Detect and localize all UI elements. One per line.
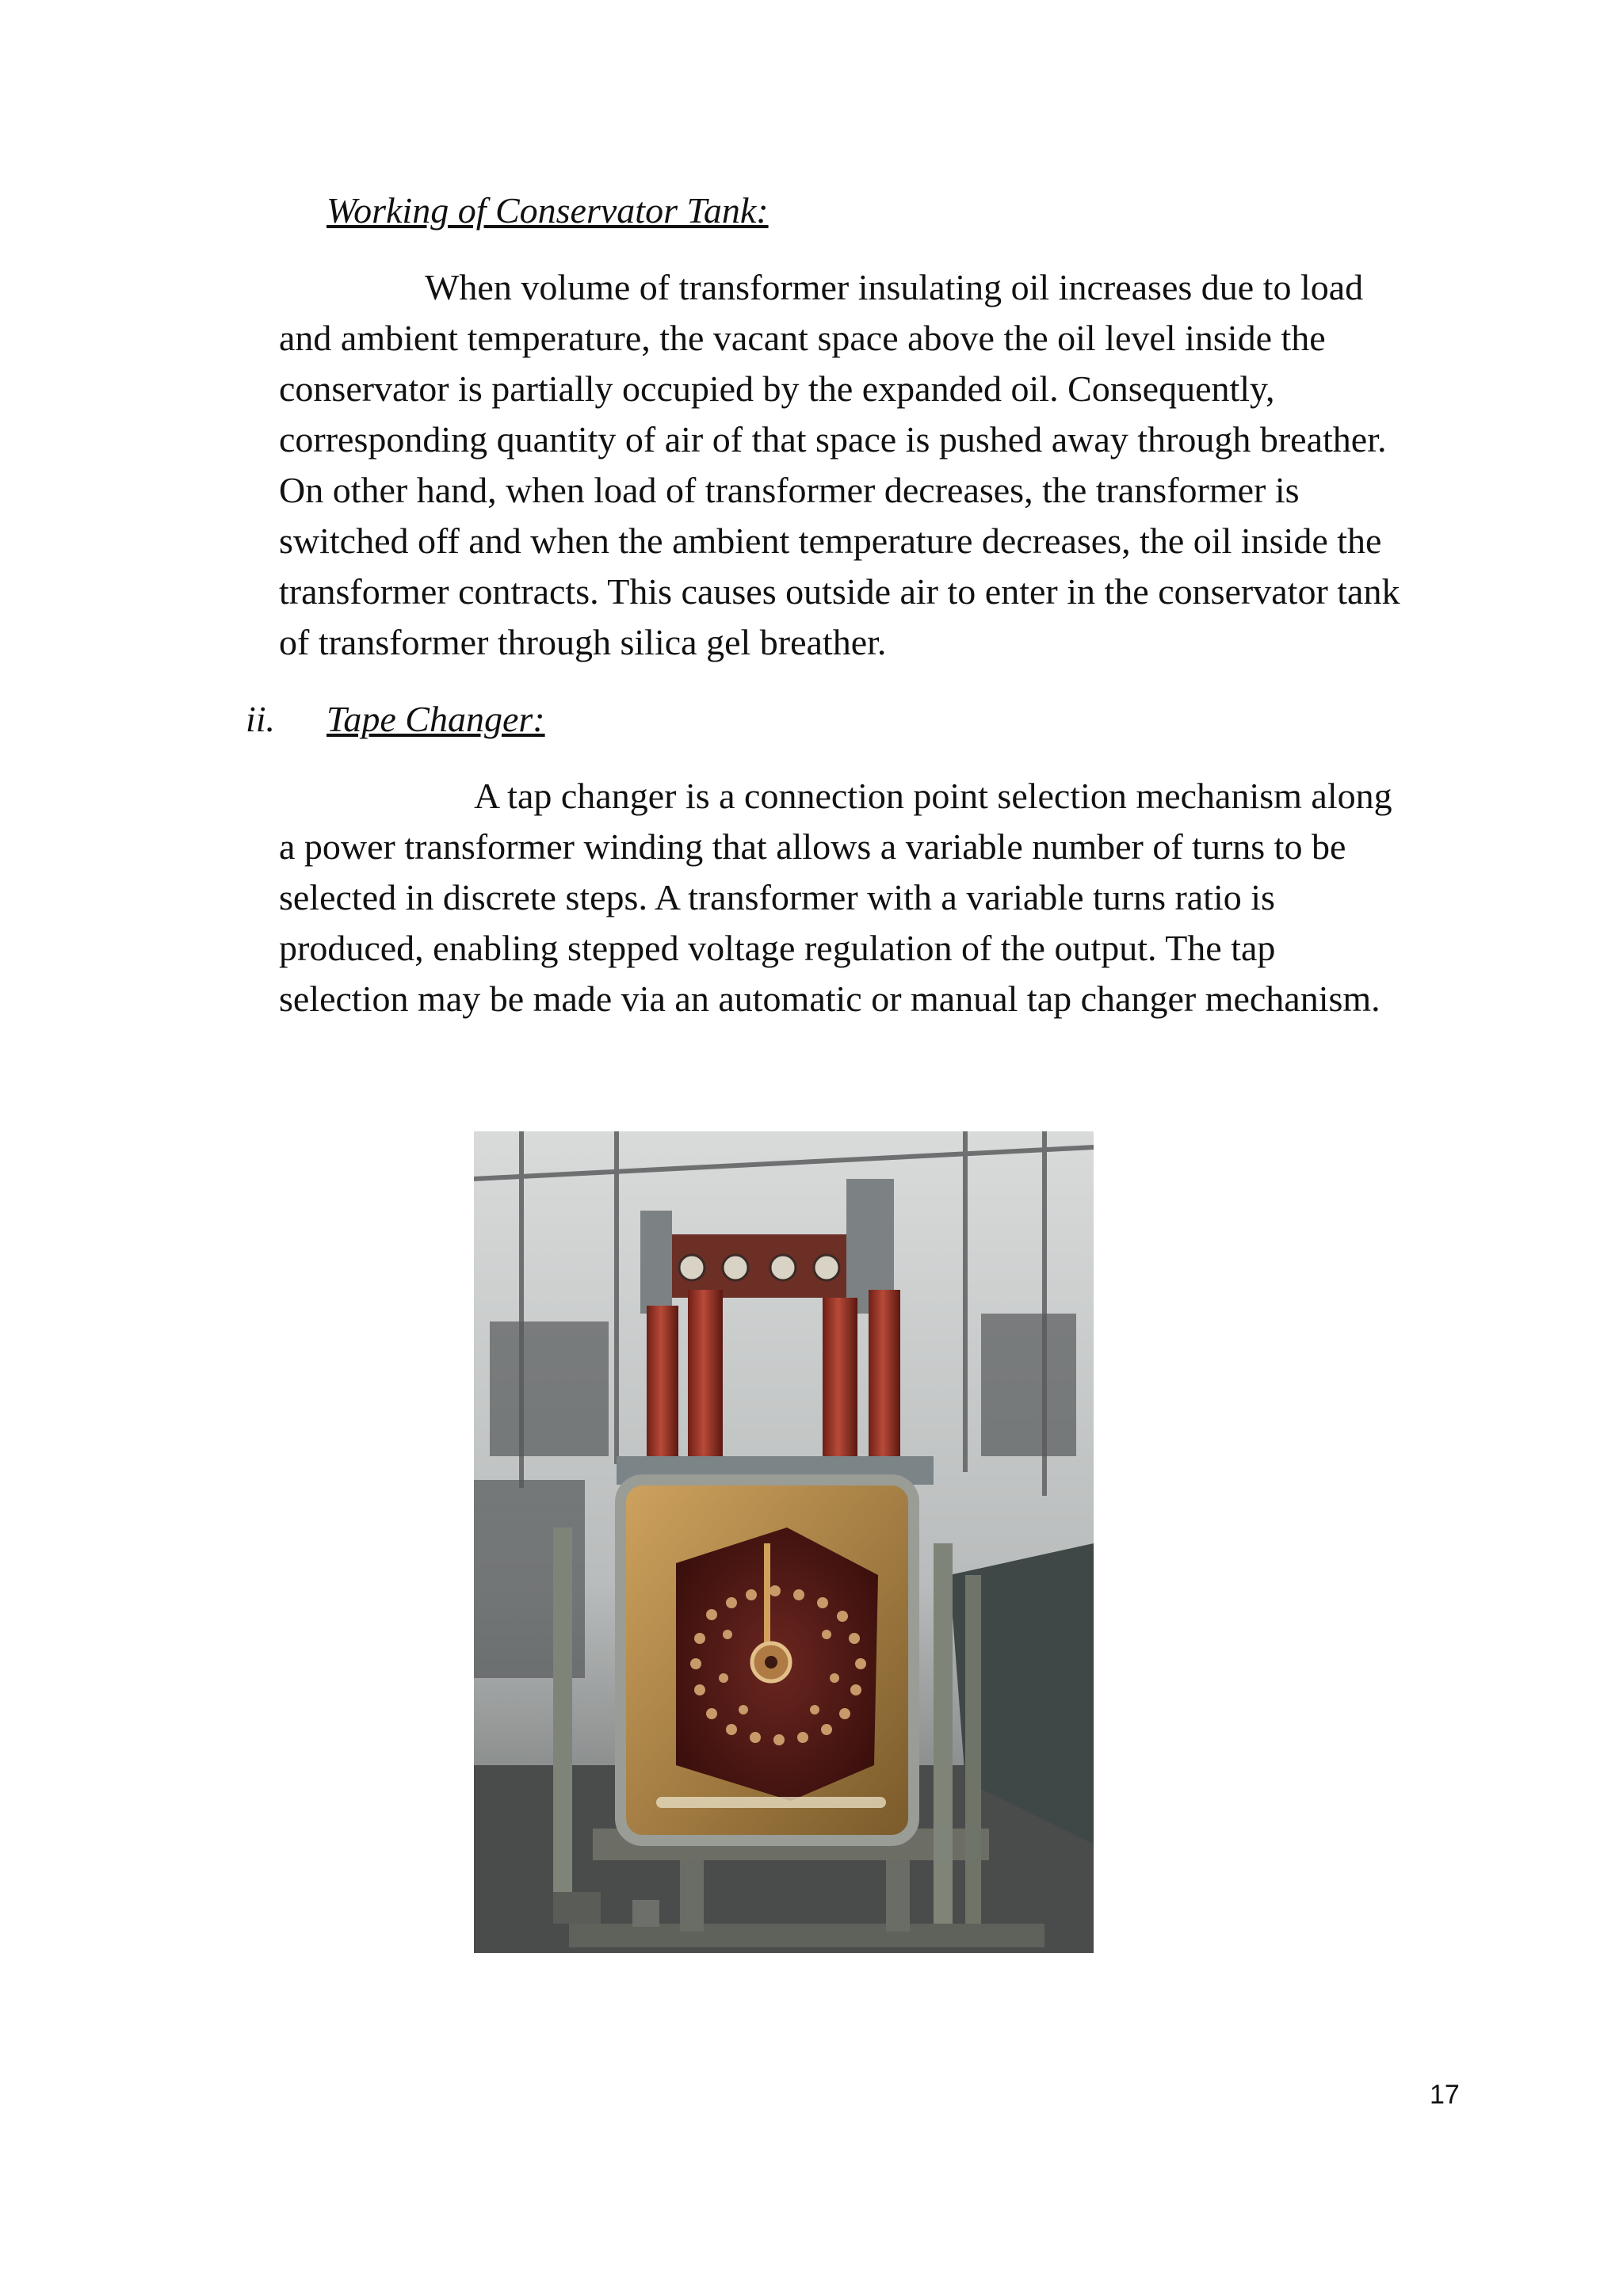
paragraph-line: produced, enabling stepped voltage regulation of the output. The tap xyxy=(279,928,1276,968)
paragraph-line: A tap changer is a connection point selection mechanism along xyxy=(474,776,1392,816)
paragraph-line: switched off and when the ambient temperature decreases, the oil inside the xyxy=(279,521,1382,561)
section-heading-tap-changer: Tape Changer: xyxy=(327,699,545,739)
paragraph-line: When volume of transformer insulating oil increases due to load xyxy=(425,267,1364,307)
section-numeral: ii. xyxy=(246,699,276,739)
tap-changer-photo xyxy=(474,1131,1094,1953)
paragraph-tap-changer xyxy=(279,771,1468,1024)
paragraph-conservator xyxy=(279,262,1468,668)
section-heading-conservator: Working of Conservator Tank: xyxy=(327,190,769,231)
paragraph-line: selection may be made via an automatic or manual tap changer mechanism. xyxy=(279,978,1381,1019)
paragraph-line: selected in discrete steps. A transformer with a variable turns ratio is xyxy=(279,877,1275,917)
paragraph-line: On other hand, when load of transformer decreases, the transformer is xyxy=(279,470,1300,510)
paragraph-line: conservator is partially occupied by the expanded oil. Consequently, xyxy=(279,368,1275,409)
paragraph-line: and ambient temperature, the vacant space above the oil level inside the xyxy=(279,318,1326,358)
paragraph-line: a power transformer winding that allows a variable number of turns to be xyxy=(279,826,1346,867)
paragraph-line: transformer contracts. This causes outside air to enter in the conservator tank xyxy=(279,571,1400,612)
paragraph-line: of transformer through silica gel breather. xyxy=(279,622,887,662)
paragraph-line: corresponding quantity of air of that space is pushed away through breather. xyxy=(279,419,1387,460)
page-number: 17 xyxy=(1430,2080,1460,2110)
